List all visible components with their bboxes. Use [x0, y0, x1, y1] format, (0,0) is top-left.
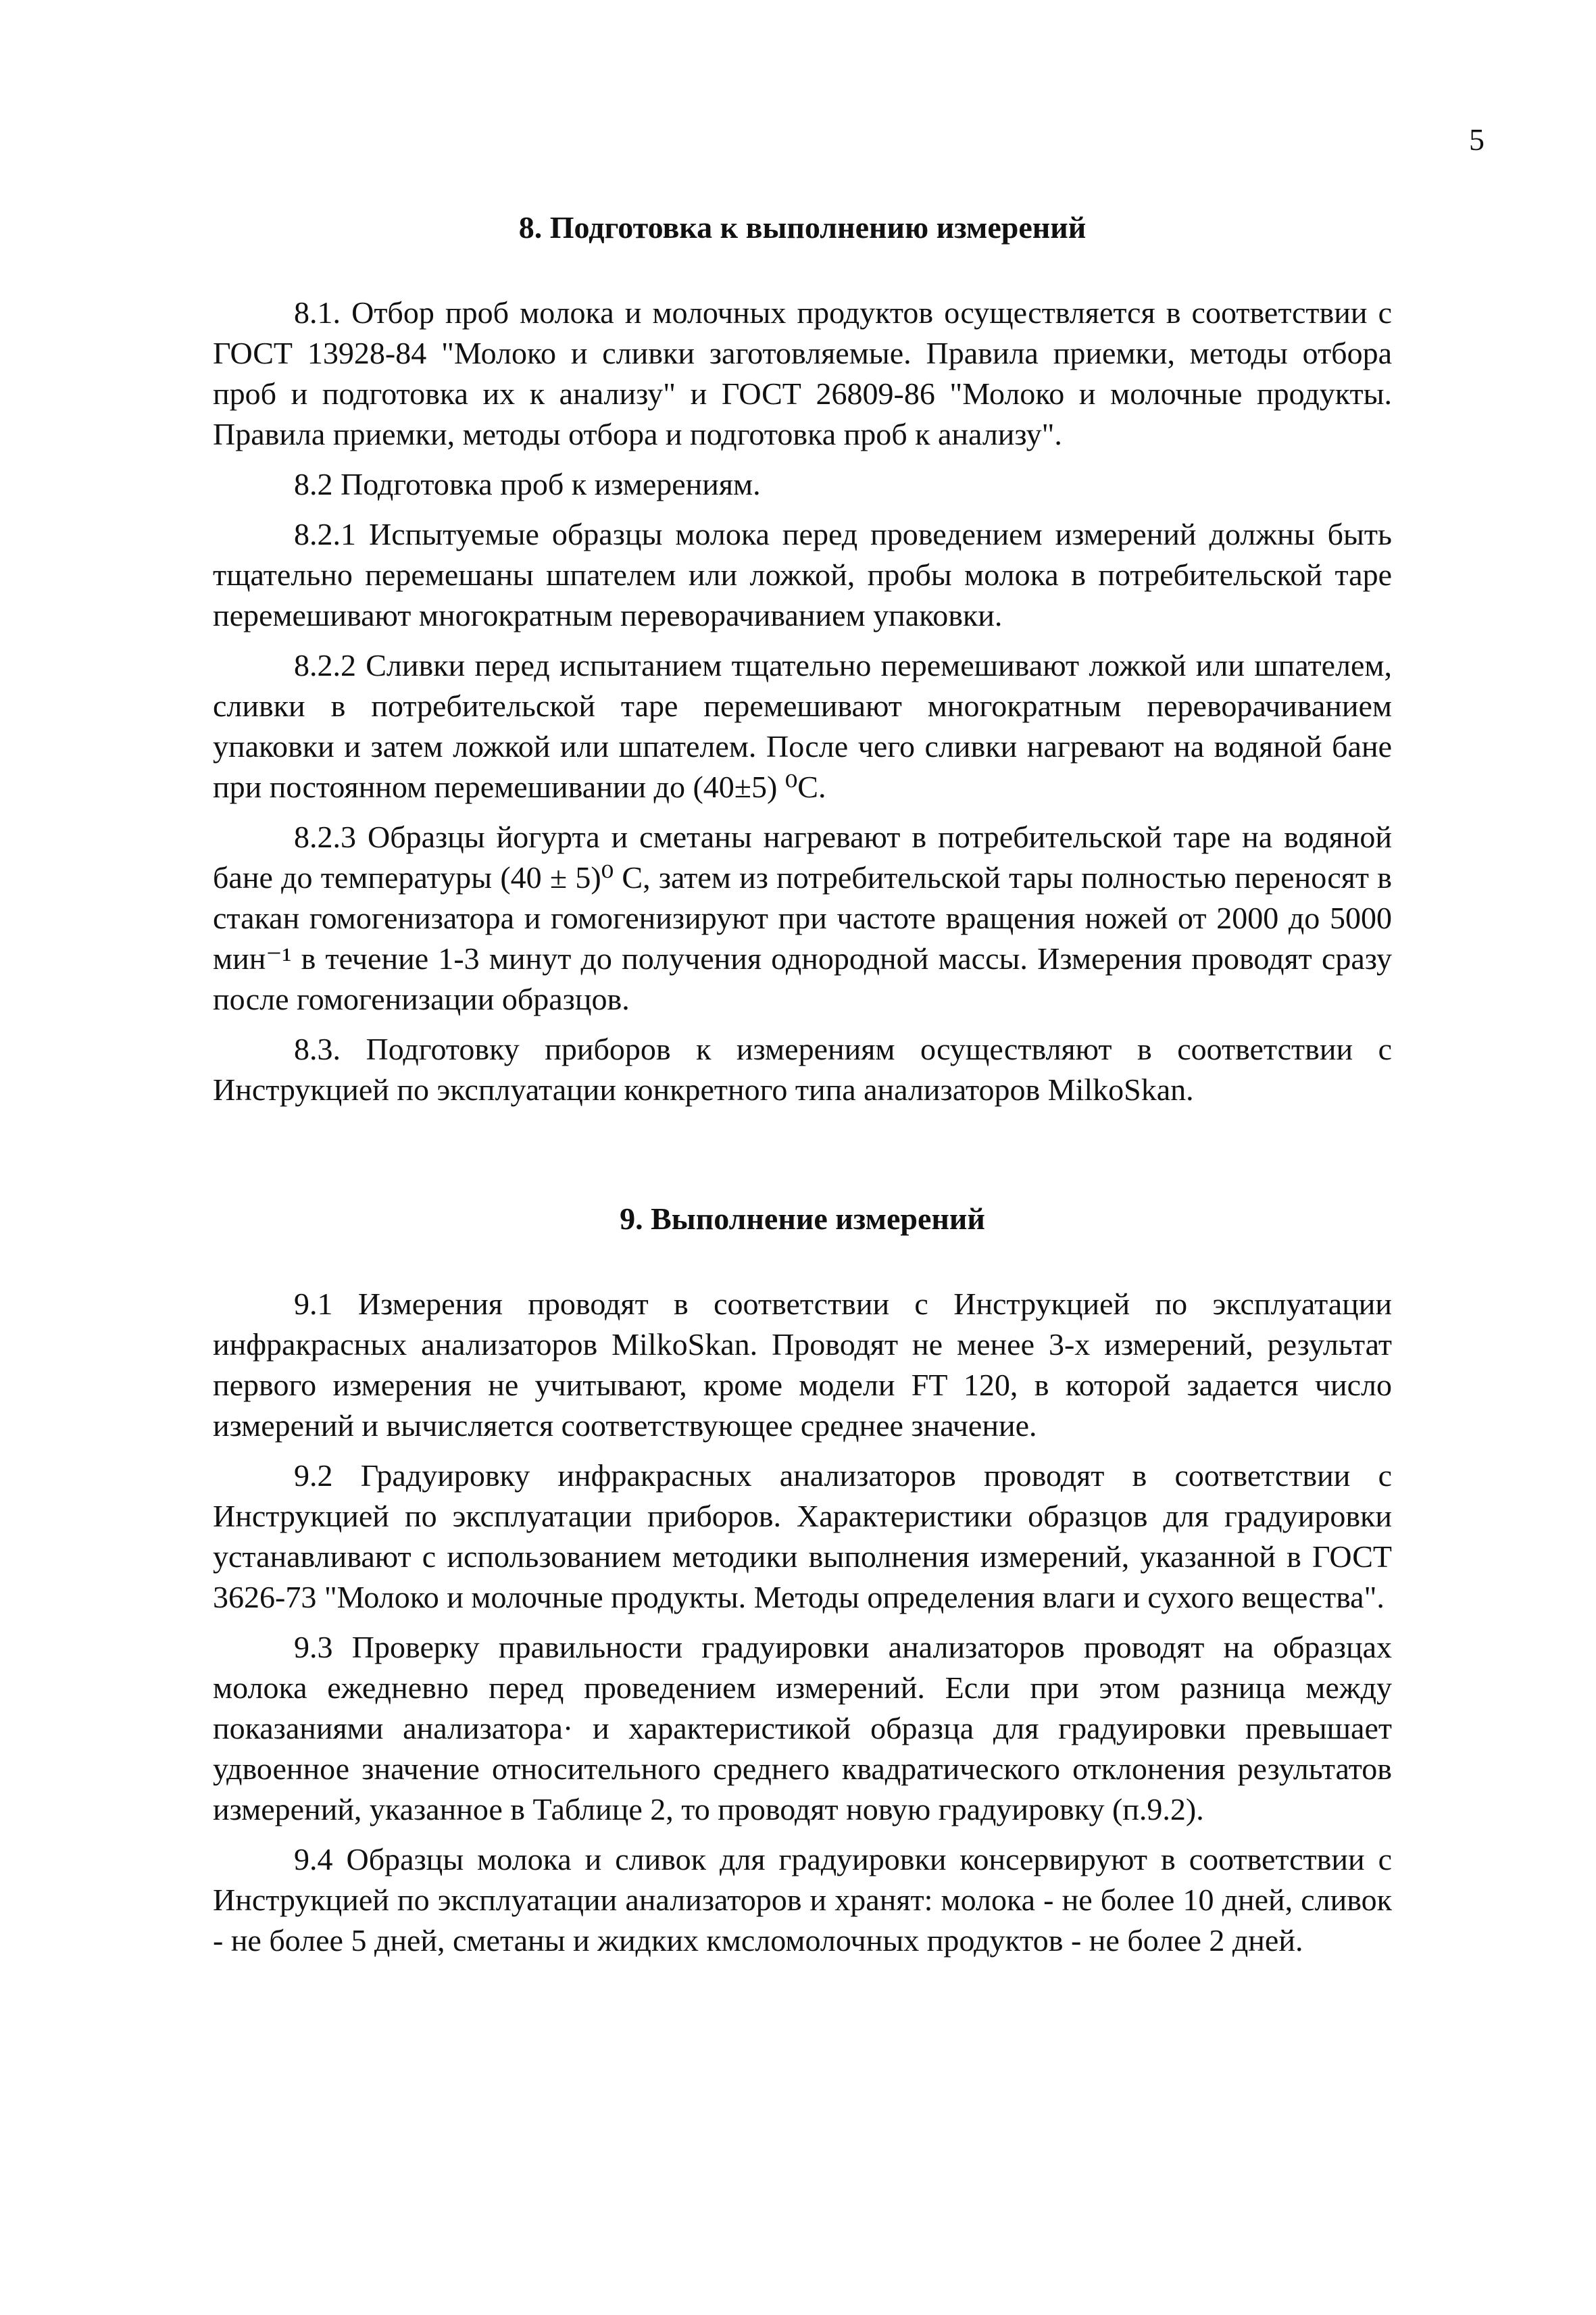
- document-body: [213, 209, 1392, 1970]
- section-8-title: 8. Подготовка к выполнению измерений: [518, 210, 1087, 245]
- paragraph-8-3: 8.3. Подготовку приборов к измерениям осуществляют в соответствии с Инструкцией по эксплуатации конкретного типа анализаторов MilkoSkan.: [213, 1032, 1392, 1107]
- paragraph-8-2: 8.2 Подготовка проб к измерениям.: [294, 467, 761, 501]
- paragraph-9-4: 9.4 Образцы молока и сливок для градуировки консервируют в соответствии с Инструкцией по эксплуатации анализаторов и хранят: молока - не более 10 дней, сливок - не более 5 дней, сметаны и жидких кмсломолочных продуктов - не более 2 дней.: [213, 1842, 1392, 1958]
- page-number: 5: [1469, 122, 1485, 157]
- section-9-title: 9. Выполнение измерений: [620, 1201, 985, 1236]
- section-gap: [213, 1120, 1392, 1201]
- paragraph-8-2-1: 8.2.1 Испытуемые образцы молока перед проведением измерений должны быть тщательно перемешаны шпателем или ложкой, пробы молока в потребительской таре перемешивают многократным переворачиванием упаковки.: [213, 517, 1392, 632]
- paragraph-9-3: 9.3 Проверку правильности градуировки анализаторов проводят на образцах молока ежедневно перед проведением измерений. Если при этом разница между показаниями анализатора· и характеристикой образца для градуировки превышает удвоенное значение относительного среднего квадратического отклонения результатов измерений, указанное в Таблице 2, то проводят новую градуировку (п.9.2).: [213, 1630, 1392, 1826]
- paragraph-8-1: 8.1. Отбор проб молока и молочных продуктов осуществляется в соответствии с ГОСТ 13928-84 "Молоко и сливки заготовляемые. Правила приемки, методы отбора проб и подготовка их к анализу" и ГОСТ 26809-86 "Молоко и молочные продукты. Правила приемки, методы отбора и подготовка проб к анализу".: [213, 295, 1392, 451]
- paragraph-8-2-2: 8.2.2 Сливки перед испытанием тщательно перемешивают ложкой или шпателем, сливки в потребительской таре перемешивают многократным переворачиванием упаковки и затем ложкой или шпателем. После чего сливки нагревают на водяной бане при постоянном перемешивании до (40±5) ⁰С.: [213, 648, 1392, 804]
- paragraph-8-2-3: 8.2.3 Образцы йогурта и сметаны нагревают в потребительской таре на водяной бане до температуры (40 ± 5)⁰ С, затем из потребительской тары полностью переносят в стакан гомогенизатора и гомогенизируют при частоте вращения ножей от 2000 до 5000 мин⁻¹ в течение 1-3 минут до получения однородной массы. Измерения проводят сразу после гомогенизации образцов.: [213, 820, 1392, 1016]
- paragraph-9-1: 9.1 Измерения проводят в соответствии с Инструкцией по эксплуатации инфракрасных анализаторов MilkoSkan. Проводят не менее 3-х измерений, результат первого измерения не учитывают, кроме модели FT 120, в которой задается число измерений и вычисляется соответствующее среднее значение.: [213, 1287, 1392, 1443]
- paragraph-9-2: 9.2 Градуировку инфракрасных анализаторов проводят в соответствии с Инструкцией по эксплуатации приборов. Характеристики образцов для градуировки устанавливают с использованием методики выполнения измерений, указанной в ГОСТ 3626-73 "Молоко и молочные продукты. Методы определения влаги и сухого вещества".: [213, 1458, 1392, 1614]
